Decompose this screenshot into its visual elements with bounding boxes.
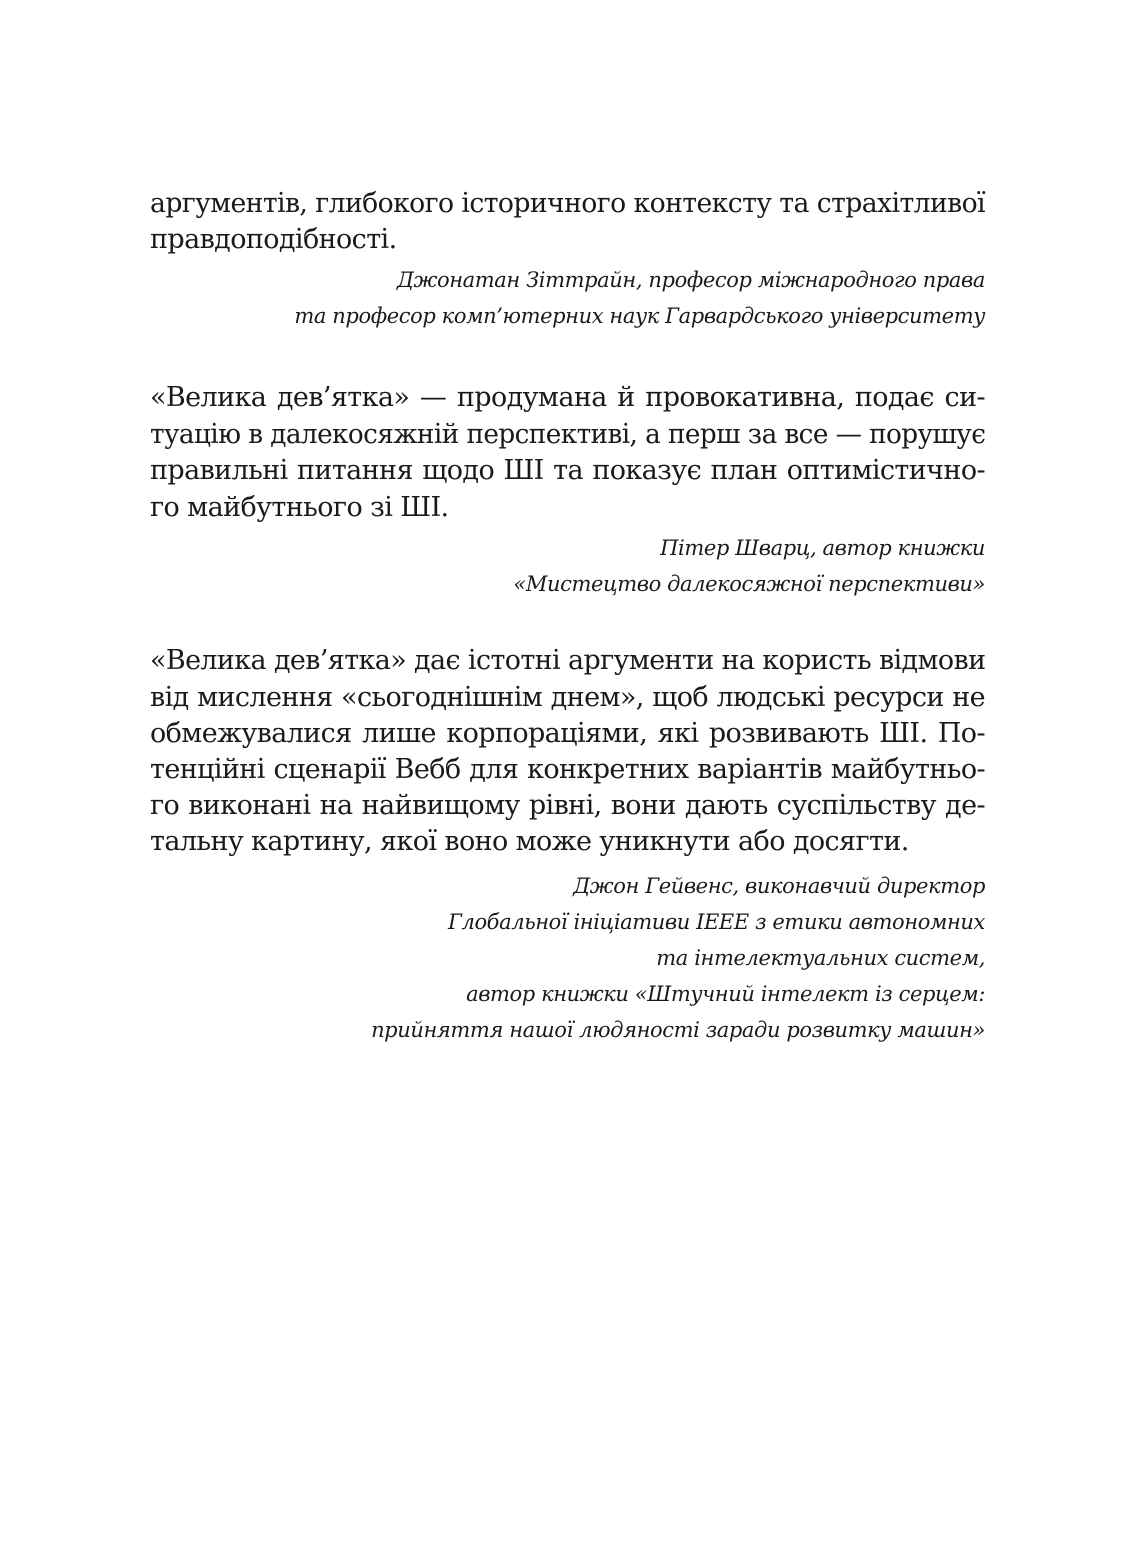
quote-attribution-line: «Мистецтво далекосяжної перспективи» bbox=[513, 572, 985, 596]
quote-attribution-line: та професор комп’ютерних наук Гарвардського університету bbox=[294, 304, 985, 328]
quote-attribution-line: Джонатан Зіттрайн, професор міжнародного права bbox=[396, 268, 985, 292]
quote-attribution-line: прийняття нашої людяності заради розвитку машин» bbox=[371, 1018, 985, 1042]
quote-text-line: го майбутнього зі ШІ. bbox=[150, 492, 449, 523]
quote-attribution-line: автор книжки «Штучний інтелект із серцем: bbox=[466, 982, 985, 1006]
quote-text-line: аргументів, глибокого історичного контексту та страхітливої bbox=[150, 188, 985, 219]
quote-text-line: «Велика дев’ятка» — продумана й провокативна, подає си- bbox=[150, 382, 985, 413]
quote-text-line: обмежувалися лише корпораціями, які розвивають ШІ. По- bbox=[150, 718, 985, 749]
quote-text-line: правдоподібності. bbox=[150, 224, 397, 255]
quote-text-line: тальну картину, якої воно може уникнути або досягти. bbox=[150, 826, 909, 857]
quote-attribution-line: та інтелектуальних систем, bbox=[656, 946, 985, 970]
quote-text-line: «Велика дев’ятка» дає істотні аргументи на користь відмови bbox=[150, 645, 986, 676]
quote-text-line: го виконані на найвищому рівні, вони дають суспільству де- bbox=[150, 790, 985, 821]
quote-attribution-line: Джон Гейвенс, виконавчий директор bbox=[573, 874, 985, 898]
quote-text-line: від мислення «сьогоднішнім днем», щоб людські ресурси не bbox=[150, 682, 985, 713]
quote-attribution-line: Пітер Шварц, автор книжки bbox=[660, 536, 985, 560]
quote-attribution-line: Глобальної ініціативи IEEE з етики автономних bbox=[447, 910, 985, 934]
quote-text-line: туацію в далекосяжній перспективі, а перш за все — порушує bbox=[150, 419, 986, 450]
quote-text-line: правильні питання щодо ШІ та показує план оптимістично- bbox=[150, 455, 985, 486]
quote-text-line: тенційні сценарії Вебб для конкретних варіантів майбутньо- bbox=[150, 754, 985, 785]
